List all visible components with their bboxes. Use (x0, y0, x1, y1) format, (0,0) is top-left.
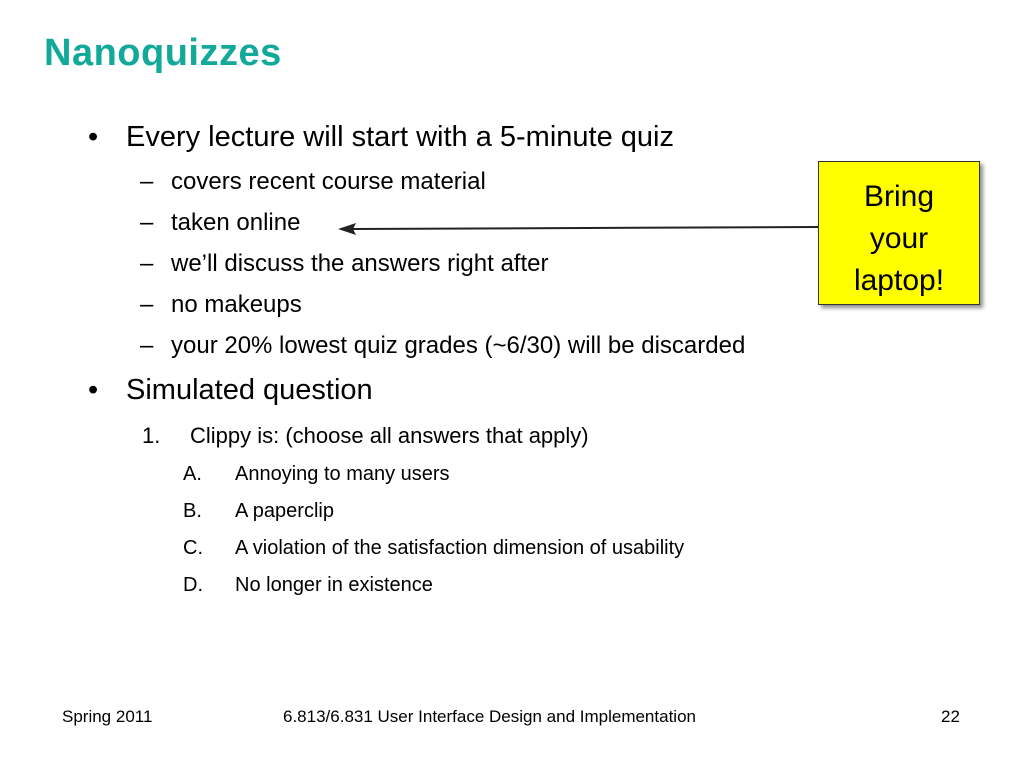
sub-bullet-marker: – (140, 168, 154, 195)
option-letter: B. (183, 500, 202, 522)
sub-bullet-text: your 20% lowest quiz grades (~6/30) will be discarded (171, 332, 746, 359)
arrowhead-icon (338, 223, 356, 235)
option-letter: C. (183, 537, 203, 559)
sub-bullet-marker: – (140, 332, 154, 359)
footer-left: Spring 2011 (62, 707, 153, 726)
slide-number: 22 (941, 707, 960, 726)
sub-bullet-text: we’ll discuss the answers right after (171, 250, 549, 277)
option-text: A violation of the satisfaction dimension of usability (235, 537, 685, 559)
option-text: Annoying to many users (235, 463, 450, 485)
question-text: Clippy is: (choose all answers that apply) (190, 423, 589, 448)
bullet-marker: • (88, 374, 99, 406)
bullet-marker: • (88, 121, 99, 153)
footer-center: 6.813/6.831 User Interface Design and Implementation (283, 707, 696, 726)
sub-bullet-text: no makeups (171, 291, 302, 318)
callout-line: laptop! (853, 264, 945, 297)
sub-bullet-marker: – (140, 209, 154, 236)
callout-line: Bring (863, 180, 935, 213)
option-letter: D. (183, 574, 203, 596)
bullet-text: Simulated question (126, 374, 373, 406)
sub-bullet-text: taken online (171, 209, 301, 236)
callout-box (818, 161, 980, 305)
callout-line: your (869, 222, 929, 255)
sub-bullet-marker: – (140, 250, 154, 277)
sub-bullet-text: covers recent course material (171, 168, 486, 195)
bullet-text: Every lecture will start with a 5-minute quiz (126, 121, 674, 153)
option-letter: A. (183, 463, 202, 485)
sub-bullet-marker: – (140, 291, 154, 318)
option-text: A paperclip (235, 500, 334, 522)
slide-title: Nanoquizzes (44, 32, 282, 74)
question-number: 1. (142, 423, 161, 448)
option-text: No longer in existence (235, 574, 433, 596)
